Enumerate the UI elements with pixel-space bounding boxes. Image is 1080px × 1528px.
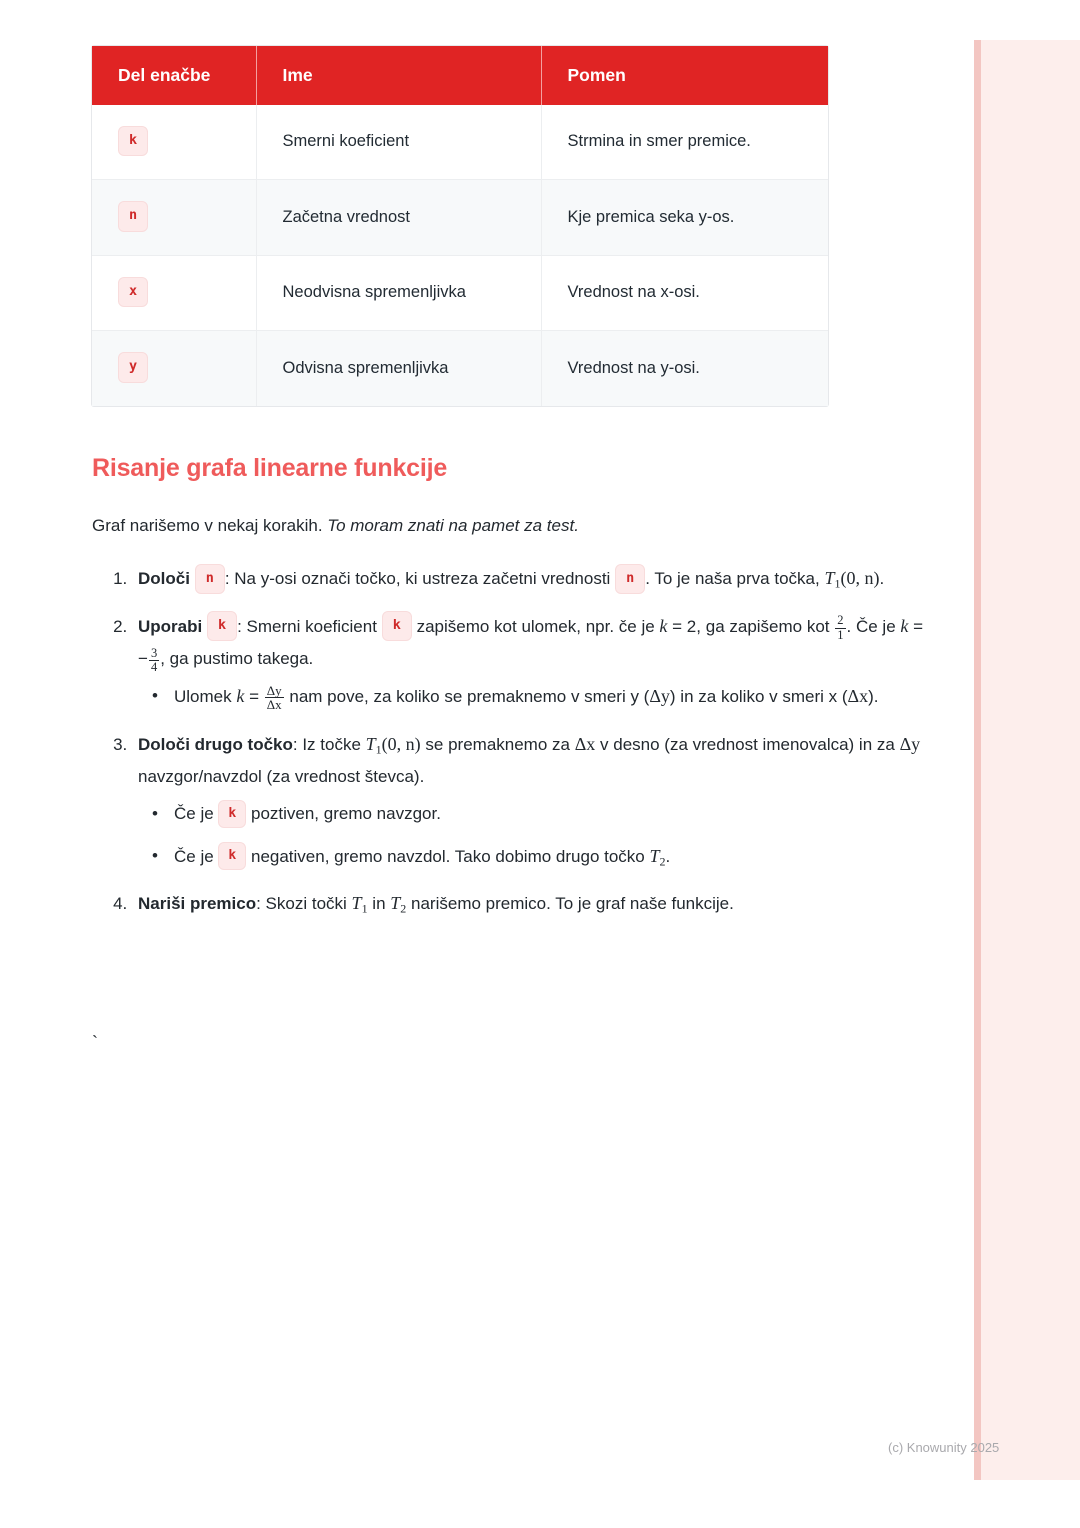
fraction-delta-y-over-delta-x bbox=[265, 684, 284, 713]
code-badge-k: k bbox=[118, 126, 148, 157]
math-T1-coords: (0, n) bbox=[840, 568, 880, 589]
step-item-2 bbox=[132, 610, 930, 714]
sublist-item bbox=[172, 840, 930, 873]
step2-text-cont2: . Če je bbox=[846, 616, 896, 636]
sub-period: . bbox=[665, 846, 671, 866]
cell-meaning: Strmina in smer premice. bbox=[541, 105, 828, 180]
step3-sublist bbox=[138, 798, 930, 873]
fraction-numerator: Δy bbox=[266, 682, 282, 698]
step1-bold-label: Določi bbox=[138, 569, 190, 589]
fraction-denominator: 1 bbox=[837, 627, 844, 642]
cell-meaning: Vrednost na y-osi. bbox=[541, 331, 828, 406]
column-header-name: Ime bbox=[256, 46, 541, 105]
step3-bold-label: Določi drugo točko bbox=[138, 734, 293, 754]
math-k-var: k bbox=[659, 615, 668, 636]
step-item-3 bbox=[132, 728, 930, 873]
code-badge-x: x bbox=[118, 277, 148, 308]
math-T1-subscript: 1 bbox=[834, 576, 841, 591]
code-badge-n: n bbox=[615, 564, 645, 595]
step1-text-end: . To je naša prva točka, bbox=[645, 569, 820, 589]
page-side-stripe-edge bbox=[974, 40, 981, 1480]
cell-meaning: Kje premica seka y-os. bbox=[541, 180, 828, 256]
step-item-1 bbox=[132, 562, 930, 595]
cell-code bbox=[92, 331, 256, 406]
step2-text-cont: ga zapišemo kot bbox=[705, 616, 830, 636]
sub-text-a: Če je bbox=[174, 846, 214, 866]
math-delta-x: Δx bbox=[574, 733, 596, 754]
math-T2-subscript: 2 bbox=[400, 901, 407, 916]
cell-name: Smerni koeficient bbox=[256, 105, 541, 180]
fraction-numerator: 2 bbox=[837, 613, 844, 628]
table-header-row bbox=[92, 46, 828, 105]
fraction-two-over-one bbox=[835, 614, 845, 642]
fraction-denominator: Δx bbox=[266, 697, 282, 713]
table-row bbox=[92, 180, 828, 256]
cell-name: Začetna vrednost bbox=[256, 180, 541, 256]
math-delta-y: Δy bbox=[899, 733, 921, 754]
math-T1-coords: (0, n) bbox=[381, 733, 421, 754]
code-badge-k: k bbox=[218, 800, 246, 828]
math-k-var-2: k bbox=[900, 615, 909, 636]
math-delta-x: Δx bbox=[847, 686, 869, 707]
math-k-var: k bbox=[236, 686, 245, 707]
sub-text-c: ) in za koliko v smeri x ( bbox=[669, 687, 848, 707]
table-row bbox=[92, 331, 828, 406]
math-T2-symbol: T bbox=[390, 893, 401, 914]
sub-text-d: ). bbox=[868, 687, 879, 707]
step2-text-end: , ga pustimo takega. bbox=[160, 648, 314, 668]
code-badge-n: n bbox=[195, 564, 225, 595]
step3-text-b: se premaknemo za bbox=[425, 734, 570, 754]
step2-bold-label: Uporabi bbox=[138, 616, 203, 636]
math-T1-symbol: T bbox=[365, 733, 376, 754]
cell-meaning: Vrednost na x-osi. bbox=[541, 255, 828, 331]
step4-bold-label: Nariši premico bbox=[138, 894, 257, 914]
step4-text-a: : Skozi točki bbox=[256, 894, 347, 914]
cell-code bbox=[92, 255, 256, 331]
math-equals-minus: = − bbox=[138, 616, 924, 668]
lead-italic-text: To moram znati na pamet za test. bbox=[327, 515, 579, 535]
math-T2-subscript: 2 bbox=[659, 854, 666, 869]
stray-backtick-artifact: ` bbox=[92, 1032, 98, 1052]
cell-code bbox=[92, 105, 256, 180]
copyright-watermark: (c) Knowunity 2025 bbox=[888, 1440, 1000, 1455]
step1-period: . bbox=[879, 569, 885, 589]
column-header-part: Del enačbe bbox=[92, 46, 256, 105]
cell-name: Odvisna spremenljivka bbox=[256, 331, 541, 406]
cell-name: Neodvisna spremenljivka bbox=[256, 255, 541, 331]
step4-text-c: narišemo premico. To je graf naše funkcije. bbox=[411, 894, 734, 914]
math-T1-subscript: 1 bbox=[361, 901, 368, 916]
cell-code bbox=[92, 180, 256, 256]
sub-text-b: nam pove, za koliko se premaknemo v smeri y ( bbox=[289, 687, 650, 707]
equation-parts-table bbox=[92, 46, 828, 406]
code-badge-k: k bbox=[382, 611, 412, 642]
step3-text-d: navzgor/navzdol (za vrednost števca). bbox=[138, 766, 425, 786]
code-badge-y: y bbox=[118, 352, 148, 383]
step-item-4 bbox=[132, 887, 930, 920]
math-equals: = bbox=[249, 687, 260, 707]
steps-list bbox=[92, 562, 930, 920]
table-body bbox=[92, 105, 828, 406]
table-header bbox=[92, 46, 828, 105]
table-row bbox=[92, 105, 828, 180]
fraction-denominator: 4 bbox=[150, 659, 158, 674]
table-row bbox=[92, 255, 828, 331]
sublist-item bbox=[172, 680, 930, 713]
step2-sublist bbox=[138, 680, 930, 713]
section-lead bbox=[92, 513, 930, 539]
page-side-stripe bbox=[974, 40, 1080, 1480]
step1-text-mid: : Na y-osi označi točko, ki ustreza začetni vrednosti bbox=[224, 569, 611, 589]
lead-plain-text: Graf narišemo v nekaj korakih. bbox=[92, 515, 328, 535]
code-badge-n: n bbox=[118, 201, 148, 232]
math-delta-y: Δy bbox=[649, 686, 670, 707]
step2-text-mid: : Smerni koeficient bbox=[237, 616, 377, 636]
math-T1-symbol: T bbox=[351, 893, 362, 914]
math-T1-subscript: 1 bbox=[375, 741, 382, 756]
section-title: Risanje grafa linearne funkcije bbox=[92, 453, 448, 482]
step4-text-b: in bbox=[372, 894, 386, 914]
fraction-three-over-four bbox=[149, 647, 159, 675]
sublist-item bbox=[172, 798, 930, 829]
step2-text-after: zapišemo kot ulomek, npr. če je bbox=[416, 616, 655, 636]
code-badge-k: k bbox=[218, 842, 246, 870]
math-k-value: = 2, bbox=[672, 616, 701, 636]
sub-text-a: Ulomek bbox=[174, 687, 232, 707]
fraction-numerator: 3 bbox=[150, 645, 158, 660]
step3-text-c: v desno (za vrednost imenovalca) in za bbox=[600, 734, 895, 754]
math-T2-symbol: T bbox=[649, 845, 660, 866]
sub-text-b: negativen, gremo navzdol. Tako dobimo drugo točko bbox=[250, 846, 645, 866]
sub-text-b: poztiven, gremo navzgor. bbox=[250, 804, 441, 824]
column-header-meaning: Pomen bbox=[541, 46, 828, 105]
code-badge-k: k bbox=[207, 611, 237, 642]
math-T1-symbol: T bbox=[824, 568, 835, 589]
step3-text-a: : Iz točke bbox=[292, 734, 361, 754]
sub-text-a: Če je bbox=[174, 804, 214, 824]
